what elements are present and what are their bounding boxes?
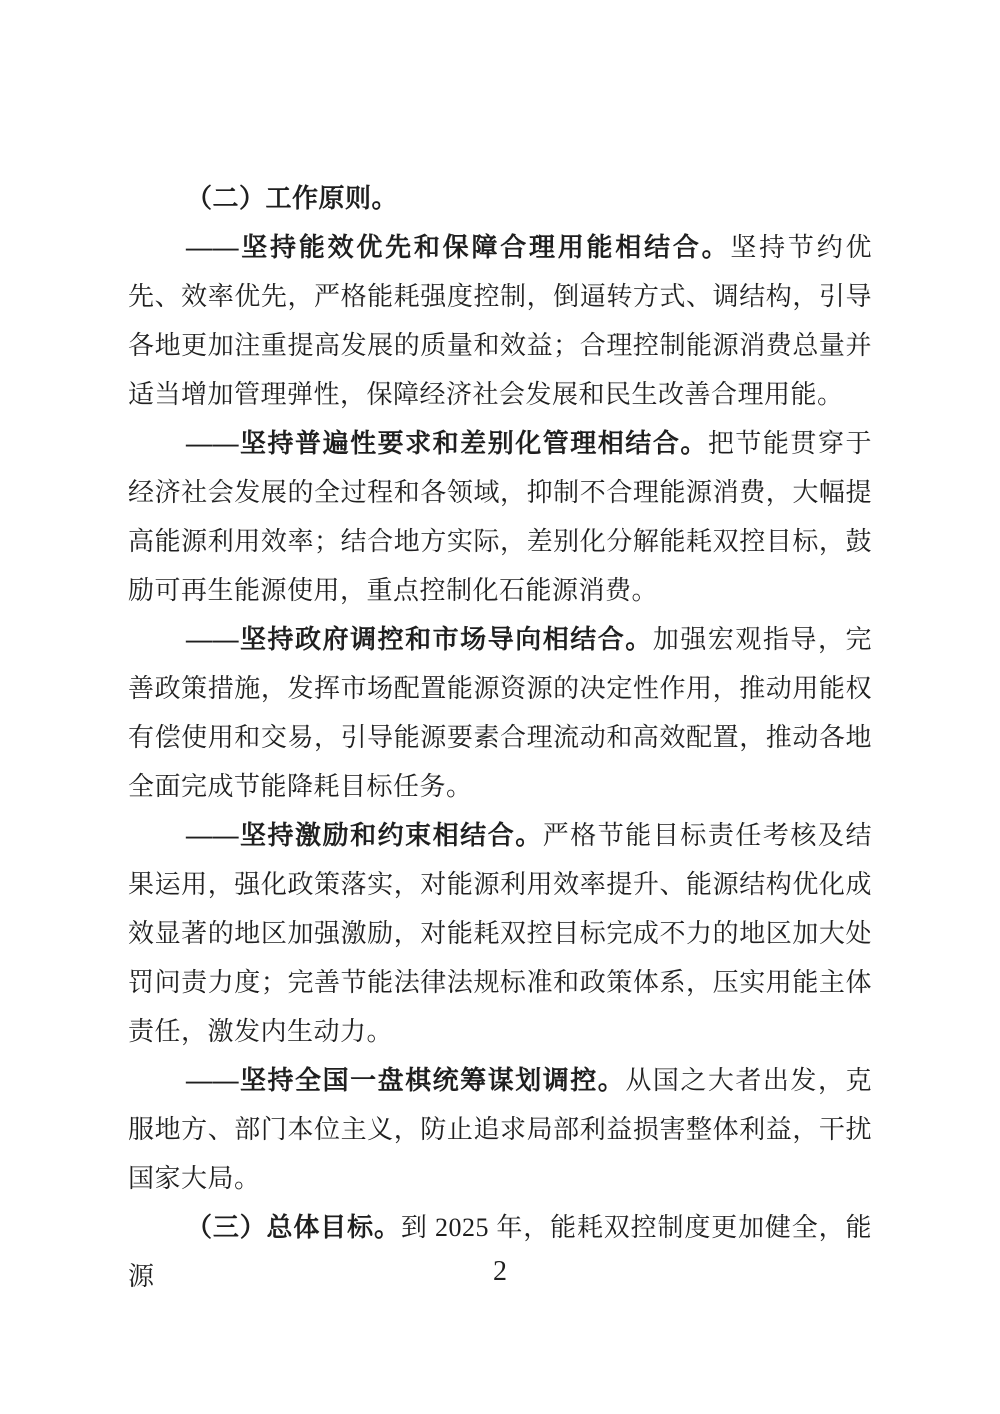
principle-paragraph [128, 223, 872, 419]
paragraph-lead: （三）总体目标。 [186, 1213, 401, 1242]
section-heading-text: （二）工作原则。 [186, 184, 399, 213]
principle-paragraph [128, 615, 872, 811]
paragraph-body: 到 2025 年，能耗双控制度更加健全，能源 [128, 1213, 872, 1291]
paragraph-lead: ——坚持政府调控和市场导向相结合。 [186, 625, 653, 654]
paragraph-lead: ——坚持普遍性要求和差别化管理相结合。 [186, 429, 708, 458]
paragraph-body: 从国之大者出发，克服地方、部门本位主义，防止追求局部利益损害整体利益，干扰国家大局。 [128, 1066, 872, 1193]
paragraph-lead: ——坚持全国一盘棋统筹谋划调控。 [186, 1066, 626, 1095]
paragraph-lead: ——坚持能效优先和保障合理用能相结合。 [186, 233, 731, 262]
paragraph-body: 加强宏观指导，完善政策措施，发挥市场配置能源资源的决定性作用，推动用能权有偿使用和交易，引导能源要素合理流动和高效配置，推动各地全面完成节能降耗目标任务。 [128, 625, 872, 801]
principle-paragraph [128, 419, 872, 615]
principle-paragraph [128, 811, 872, 1056]
section-heading [128, 174, 872, 223]
page-number: 2 [493, 1256, 507, 1287]
document-body [128, 174, 872, 1301]
paragraph-body: 把节能贯穿于经济社会发展的全过程和各领域，抑制不合理能源消费，大幅提高能源利用效率；结合地方实际，差别化分解能耗双控目标，鼓励可再生能源使用，重点控制化石能源消费。 [128, 429, 872, 605]
paragraph-body: 坚持节约优先、效率优先，严格能耗强度控制，倒逼转方式、调结构，引导各地更加注重提高发展的质量和效益；合理控制能源消费总量并适当增加管理弹性，保障经济社会发展和民生改善合理用能。 [128, 233, 872, 409]
paragraph-lead: ——坚持激励和约束相结合。 [186, 821, 543, 850]
principle-paragraph [128, 1056, 872, 1203]
paragraph-body: 严格节能目标责任考核及结果运用，强化政策落实，对能源利用效率提升、能源结构优化成效显著的地区加强激励，对能耗双控目标完成不力的地区加大处罚问责力度；完善节能法律法规标准和政策体系，压实用能主体责任，激发内生动力。 [128, 821, 872, 1046]
